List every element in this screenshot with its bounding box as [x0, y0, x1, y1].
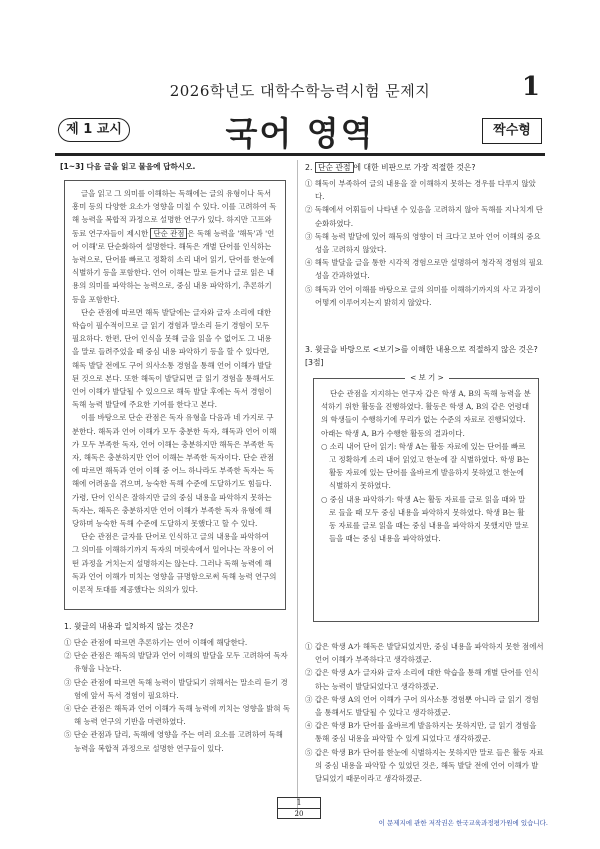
passage-paragraph: 이를 바탕으로 단순 관점은 독자 유형을 다음과 네 가지로 구분한다. 해독과 언어 이해가 모두 충분한 독자, 해독과 언어 이해가 모두 부족한 독자, 언어 이해는 충분하지만 해독은 부족한 독자, 해독은 충분하지만 언어 이해는 부족한 독자이다. 단순 관점에 따르면 해독과 언어 이해 중 어느 하나라도 부족한 독자는 독해에 어려움을 겪으며, 능숙한 독해 수준에 도달하기도 힘들다. 가령, 단어 인식은 잘하지만 글의 중심 내용을 파악하지 못하는 독자는, 해독은 충분하지만 언어 이해가 부족한 독자 유형에 해당하며 능숙한 독해 수준에 도달하지 못했다고 할 수 있다.	[72, 413, 277, 529]
answer-option[interactable]: ④ 갑은 학생 B가 단어를 올바르게 발음하지는 못하지만, 글 읽기 경험을 통해 중심 내용을 파악할 수 있게 되었다고 생각하겠군.	[305, 721, 537, 744]
answer-option[interactable]: ② 독해에서 어휘들이 나타낸 수 있음을 고려하지 않아 독해를 지나치게 단순화하였다.	[305, 205, 543, 228]
passage-paragraph: 단순 관점은 글자를 단어로 인식하고 글의 내용을 파악하여 그 의미를 이해하기까지 독자의 머릿속에서 일어나는 작용이 어떤 과정을 거치는지 설명하지는 않는다. 그러나 독해 능력에 해독과 언어 이해가 미치는 영향을 규명함으로써 독해 능력 연구의 이론적 토대를 제공했다는 의의가 있다.	[72, 532, 277, 595]
bogi-box	[313, 378, 539, 622]
bogi-item: ○ 중심 내용 파악하기: 학생 A는 활동 자료를 글로 읽을 때와 말로 들을 때 모두 중심 내용을 파악하지 못하였다. 학생 B는 활동 자료를 글로 읽을 때는 중심 내용을 파악하지 못했지만 말로 들을 때는 중심 내용을 파악하였다.	[321, 494, 529, 544]
copyright-notice: 이 문제지에 관한 저작권은 한국교육과정평가원에 있습니다.	[378, 819, 548, 827]
reading-passage	[64, 180, 286, 610]
answer-option[interactable]: ① 단순 관점에 따르면 추론하기는 언어 이해에 해당한다.	[64, 638, 248, 647]
boxed-term: 단순 관점	[315, 162, 354, 173]
bogi-label: < 보 기 >	[405, 372, 449, 383]
page-indicator	[277, 797, 321, 819]
exam-type-box: 짝수형	[482, 118, 542, 144]
answer-option[interactable]: ① 갑은 학생 A가 해독은 발달되었지만, 중심 내용을 파악하지 못한 점에서 언어 이해가 부족하다고 생각하겠군.	[305, 642, 544, 665]
passage-paragraph: 글을 읽고 그 의미를 이해하는 독해에는 글의 유형이나 독서 흥미 등의 다양한 요소가 영향을 미칠 수 있다. 이를 고려하여 독해 능력을 복합적 과정으로 설명한 연구가 있다. 하지만 고프와 동료 연구자들이 제시한 단순 관점 은 독해 능력을 '해독'과 '언어 이해'로 단순화하여 설명한다. 해독은 개별 단어를 인식하는 능력으로, 단어를 빠르고 정확히 소리 내어 읽기, 단어를 한눈에 식별하기 등을 포함한다. 언어 이해는 말로 듣거나 글로 읽은 내용의 의미를 파악하는 능력으로, 중심 내용 파악하기, 추론하기 등을 포함한다.	[72, 189, 277, 304]
column-divider	[297, 160, 298, 816]
passage-instruction: [1~3] 다음 글을 읽고 물음에 답하시오.	[60, 162, 196, 171]
exam-title: 2026학년도 대학수학능력시험 문제지	[169, 82, 431, 100]
answer-option[interactable]: ⑤ 갑은 학생 B가 단어를 한눈에 식별하지는 못하지만 말로 들은 활동 자료의 중심 내용을 파악할 수 있었던 것은, 해독 발달 전에 언어 이해가 발달되었기 때문이라고 생각하겠군.	[305, 747, 544, 784]
bogi-paragraph: 단순 관점을 지지하는 연구자 갑은 학생 A, B의 독해 능력을 분석하기 위한 활동을 진행하였다. 활동은 학생 A, B의 같은 연령대의 학생들이 수행하기에 무리가 없는 수준의 자료로 진행되었다. 아래는 학생 A, B가 수행한 활동의 결과이다.	[321, 389, 531, 438]
answer-option[interactable]: ② 단순 관점은 해독의 발달과 언어 이해의 발달을 모두 고려하여 독자 유형을 나눈다.	[64, 651, 288, 674]
answer-option[interactable]: ⑤ 해독과 언어 이해를 바탕으로 글의 의미를 이해하기까지의 사고 과정이 어떻게 이루어지는지 밝히지 않았다.	[305, 284, 541, 307]
question-2	[305, 161, 545, 309]
session-badge: 제 1 교시	[58, 118, 130, 142]
answer-option[interactable]: ④ 해독 발달을 글을 통한 시각적 경험으로만 설명하여 청각적 경험의 필요성을 간과하였다.	[305, 258, 543, 281]
page-total: 20	[278, 808, 320, 819]
bogi-item: ○ 소리 내어 단어 읽기: 학생 A는 활동 자료에 있는 단어를 빠르고 정확하게 소리 내어 읽었고 한눈에 잘 식별하였다. 학생 B는 활동 자료에 있는 단어를 올바르게 발음하지 못하였고 한눈에 식별하지 못하였다.	[321, 441, 530, 491]
answer-option[interactable]: ③ 단순 관점에 따르면 독해 능력이 발달되기 위해서는 말소리 듣기 경험에 앞서 독서 경험이 필요하다.	[64, 677, 288, 700]
question-stem: 2. 단순 관점 에 대한 비판으로 가장 적절한 것은?	[305, 163, 476, 172]
boxed-term: 단순 관점	[150, 228, 187, 239]
subject-title: 국어 영역	[225, 114, 375, 153]
page-current: 1	[296, 798, 302, 807]
question-3-stem: 3. 윗글을 바탕으로 <보기>를 이해한 내용으로 적절하지 않은 것은? [3점]	[305, 345, 538, 367]
question-stem: 1. 윗글의 내용과 일치하지 않는 것은?	[64, 622, 194, 631]
answer-option[interactable]: ② 갑은 학생 A가 글자와 글자 소리에 대한 학습을 통해 개별 단어를 인식하는 능력이 발달되었다고 생각하겠군.	[305, 668, 539, 691]
answer-option[interactable]: ① 해독이 부족하여 글의 내용을 잘 이해하지 못하는 경우를 다루지 않았다.	[305, 179, 536, 202]
answer-option[interactable]: ④ 단순 관점은 해독과 언어 이해가 독해 능력에 끼치는 영향을 밝혀 독해 능력 연구의 기반을 마련하였다.	[64, 704, 290, 727]
answer-option[interactable]: ③ 독해 능력 발달에 있어 해독의 영향이 더 크다고 보아 언어 이해의 중요성을 고려하지 않았다.	[305, 231, 541, 255]
question-3-options	[305, 640, 545, 785]
answer-option[interactable]: ③ 갑은 학생 A의 언어 이해가 구어 의사소통 경험뿐 아니라 글 읽기 경험을 통해서도 발달될 수 있다고 생각하겠군.	[305, 694, 539, 718]
passage-paragraph: 단순 관점에 따르면 해독 발달에는 글자와 글자 소리에 대한 학습이 필수적이므로 글 읽기 경험과 말소리 듣기 경험이 모두 필요하다. 한편, 단어 인식을 못해 글을 읽을 수 없어도 그 내용을 말로 들려주었을 때 중심 내용 파악하기 등을 할 수 있다면, 해독 발달 전에도 구어 의사소통 경험을 통해 언어 이해가 발달된 것으로 본다. 또한 해독이 발달되면 글 읽기 경험을 통해서도 언어 이해가 발달될 수 있으므로 해독 발달 후에는 독서 경험이 독해 능력 발달에 주요한 기여를 한다고 본다.	[72, 307, 274, 410]
page-number-large: 1	[521, 72, 540, 102]
answer-option[interactable]: ⑤ 단순 관점과 달리, 독해에 영향을 주는 여러 요소를 고려하여 독해 능력을 복합적 과정으로 설명한 연구들이 있다.	[64, 730, 283, 753]
question-1	[64, 620, 290, 755]
header-rule	[55, 153, 545, 156]
